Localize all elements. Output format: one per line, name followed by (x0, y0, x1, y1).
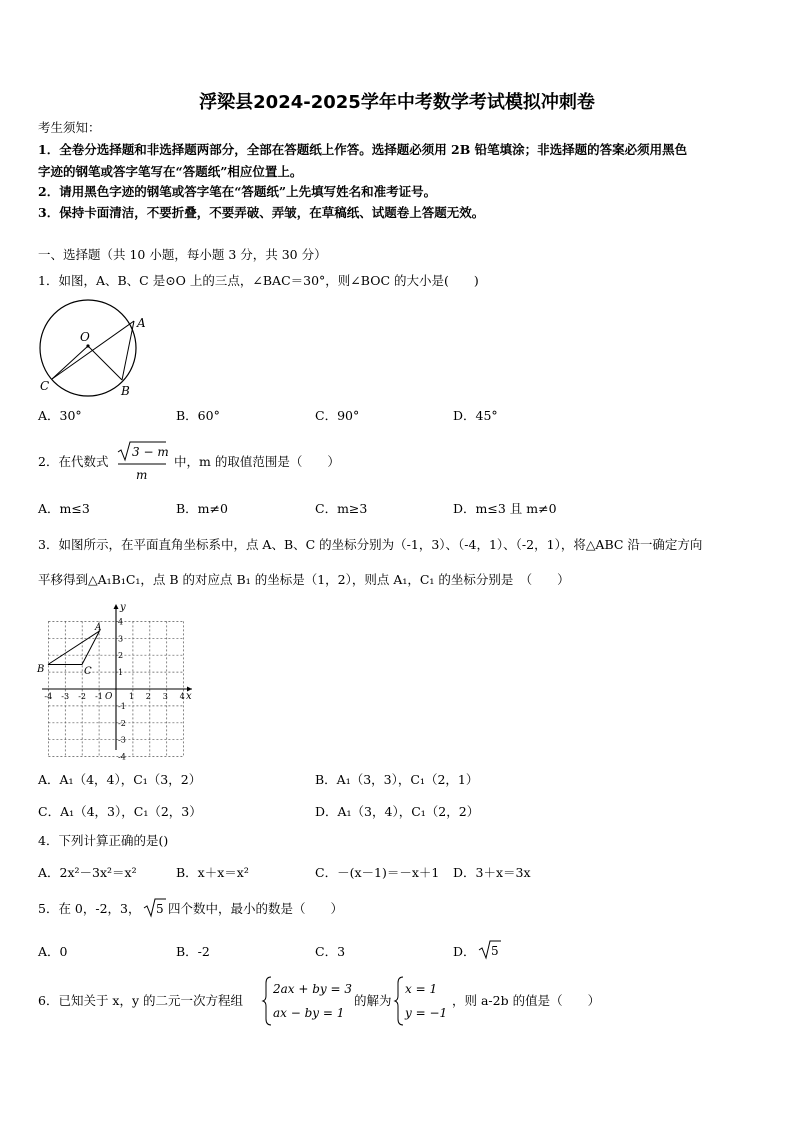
question-4-option-c: C．－(x－1)＝－x＋1 (315, 865, 440, 880)
question-3-option-c: C．A₁（4，3），C₁（2，3） (38, 804, 202, 819)
x-tick-label: 4 (179, 692, 185, 701)
question-5-sqrt5 (143, 897, 167, 919)
question-5-option-d: D． (453, 944, 476, 959)
page-title: 浮梁县2024-2025学年中考数学考试模拟冲刺卷 (199, 92, 595, 113)
notice-item-1-cont: 字迹的钢笔或答字笔写在“答题纸”相应位置上。 (38, 164, 303, 179)
question-5-option-c: C．3 (315, 944, 346, 959)
origin-label: O (105, 692, 113, 702)
question-4-text: 4．下列计算正确的是() (38, 833, 169, 848)
fraction-denominator: m (136, 468, 148, 482)
question-2-option-c: C．m≥3 (315, 501, 368, 516)
solution-x: x = 1 (405, 982, 438, 996)
label-b: B (121, 384, 130, 398)
left-brace (263, 977, 271, 1025)
y-tick-label: 1 (118, 668, 124, 678)
point-c-label: C (84, 666, 92, 677)
x-axis-label: x (186, 691, 192, 702)
question-5-prefix: 5．在 0，-2，3， (38, 901, 141, 916)
radicand: 5 (156, 902, 164, 916)
question-4-option-b: B．x＋x＝x² (176, 865, 249, 880)
x-tick-label: -2 (78, 692, 86, 701)
question-3-option-a: A．A₁（4，4），C₁（3，2） (38, 772, 202, 787)
notice-item-2: 2．请用黑色字迹的钢笔或答字笔在“答题纸”上先填写姓名和准考证号。 (38, 184, 437, 199)
x-tick-label: 2 (145, 692, 151, 701)
question-1-option-a: A．30° (38, 408, 82, 423)
y-axis-arrow (114, 604, 119, 609)
y-tick-label: 4 (118, 617, 124, 627)
notice-item-3: 3．保持卡面清洁，不要折叠，不要弄破、弄皱，在草稿纸、试题卷上答题无效。 (38, 205, 485, 220)
segment-ca (52, 321, 134, 379)
triangle-abc (48, 631, 100, 665)
y-tick-label: 2 (118, 651, 124, 661)
question-1-option-d: D．45° (453, 408, 498, 423)
x-tick-label: 1 (128, 692, 134, 701)
label-c: C (40, 379, 50, 393)
question-2-option-a: A．m≤3 (38, 501, 90, 516)
x-tick-label: 3 (162, 692, 168, 701)
y-axis-label: y (120, 602, 126, 613)
question-5-option-d-sqrt5 (478, 939, 502, 961)
question-2-prefix: 2．在代数式 (38, 454, 109, 469)
equation-2: ax − by = 1 (273, 1006, 345, 1020)
center-dot (86, 344, 89, 347)
section-heading: 一、选择题（共 10 小题，每小题 3 分，共 30 分） (38, 247, 327, 262)
question-4-option-d: D．3＋x＝3x (453, 865, 531, 880)
question-3-option-b: B．A₁（3，3），C₁（2，1） (315, 772, 479, 787)
question-6-middle: 的解为 (354, 993, 392, 1008)
left-brace (395, 977, 403, 1025)
question-4-option-a: A．2x²－3x²＝x² (38, 865, 137, 880)
notice-item-1: 1．全卷分选择题和非选择题两部分，全部在答题纸上作答。选择题必须用 2B 铅笔填涂；非选择题的答案必须用黑色 (38, 142, 688, 157)
point-a-label: A (95, 623, 102, 633)
question-3-option-d: D．A₁（3，4），C₁（2，2） (315, 804, 480, 819)
question-1-text: 1．如图，A、B、C 是⊙O 上的三点，∠BAC＝30°，则∠BOC 的大小是( ) (38, 273, 479, 288)
question-1-option-c: C．90° (315, 408, 360, 423)
x-tick-label: -4 (44, 692, 53, 701)
question-1-circle-figure (34, 296, 150, 400)
question-1-option-b: B．60° (176, 408, 220, 423)
question-3-coordinate-grid (34, 600, 198, 762)
question-6-solution (394, 975, 454, 1027)
question-3-line-2: 平移得到△A₁B₁C₁，点 B 的对应点 B₁ 的坐标是（1，2），则点 A₁，C₁ 的坐标分别是 （ ） (38, 572, 570, 587)
circle-o (40, 300, 136, 396)
question-6-equation-system (262, 975, 358, 1027)
point-b-label: B (37, 664, 45, 675)
question-2-fraction (116, 440, 168, 484)
x-tick-label: -3 (61, 692, 70, 701)
y-tick-label: -4 (118, 752, 126, 762)
solution-y: y = −1 (405, 1006, 448, 1020)
question-3-line-1: 3．如图所示，在平面直角坐标系中，点 A、B、C 的坐标分别为（-1，3）、（-4，1）、（-2，1），将△ABC 沿一确定方向 (38, 537, 703, 552)
fraction-numerator: 3 − m (132, 445, 169, 459)
notice-heading: 考生须知： (38, 120, 101, 135)
question-5-option-b: B．-2 (176, 944, 210, 959)
label-o: O (80, 330, 90, 344)
x-tick-label: -1 (95, 692, 103, 701)
label-a: A (137, 316, 146, 330)
question-2-suffix: 中，m 的取值范围是（ ） (174, 454, 340, 469)
question-5-option-a: A．0 (38, 944, 68, 959)
y-tick-label: 3 (118, 634, 124, 644)
segment-ab (122, 321, 134, 380)
question-6-suffix: ，则 a-2b 的值是（ ） (452, 993, 601, 1008)
equation-1: 2ax + by = 3 (273, 982, 353, 996)
question-2-option-d: D．m≤3 且 m≠0 (453, 501, 557, 516)
segment-oc (52, 346, 88, 379)
y-tick-label: -1 (118, 701, 126, 711)
radicand: 5 (491, 944, 499, 958)
y-tick-label: -2 (118, 718, 126, 728)
question-5-suffix: 四个数中，最小的数是（ ） (168, 901, 344, 916)
question-6-prefix: 6．已知关于 x，y 的二元一次方程组 (38, 993, 244, 1008)
segment-ob (88, 346, 122, 380)
question-2-option-b: B．m≠0 (176, 501, 228, 516)
y-tick-label: -3 (118, 735, 126, 745)
